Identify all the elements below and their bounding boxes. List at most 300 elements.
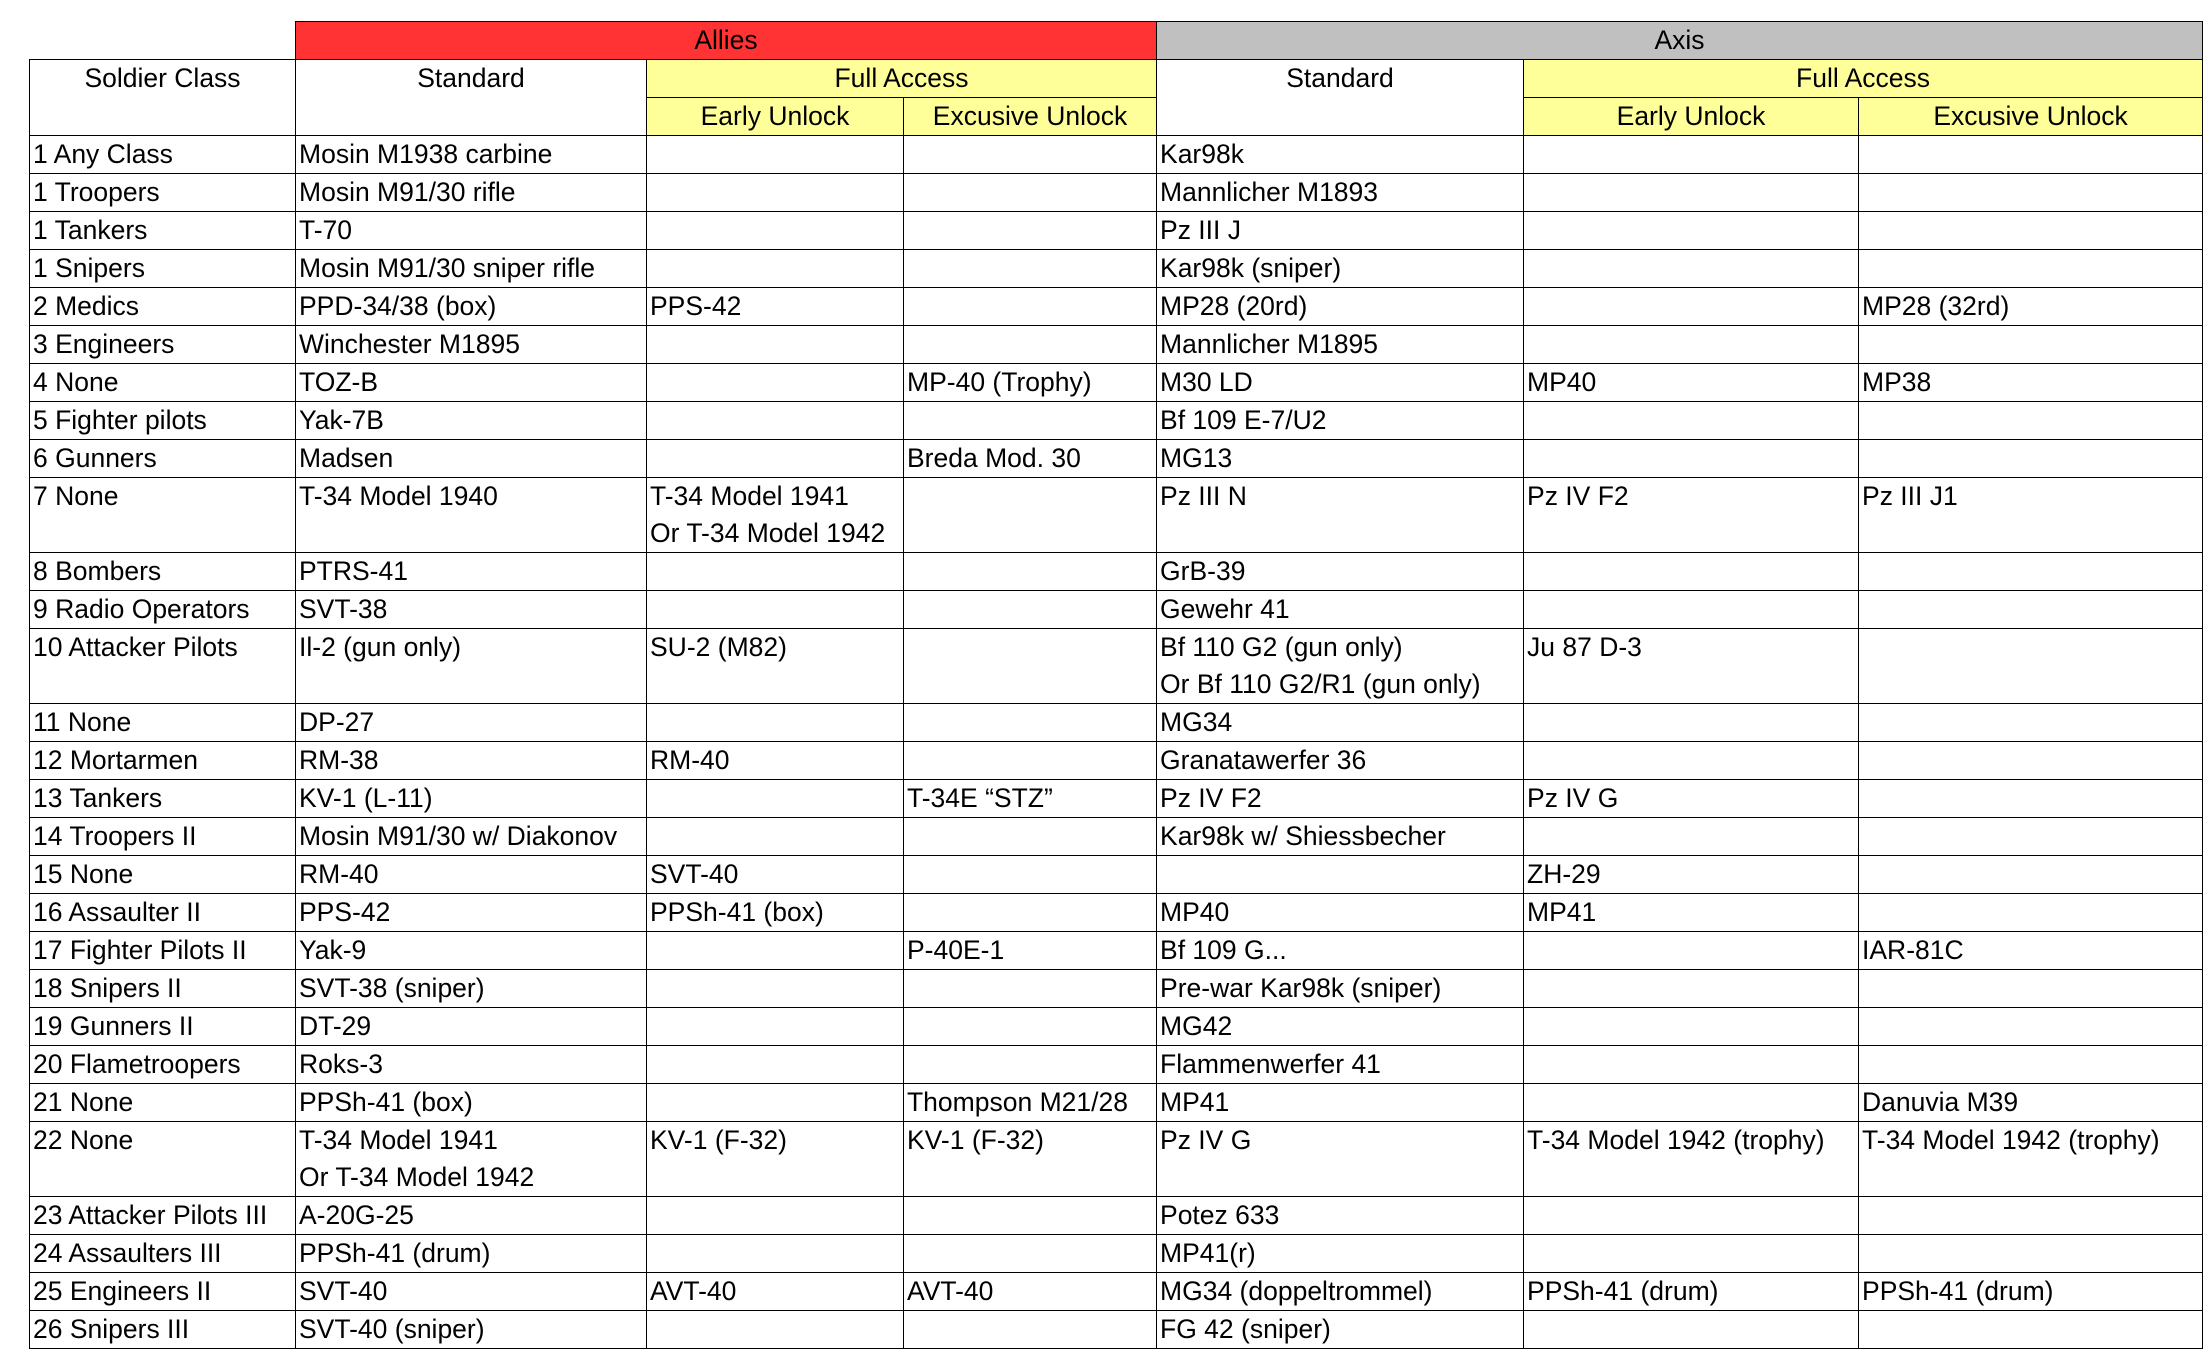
cell-text-line-2: Or T-34 Model 1942 bbox=[650, 518, 886, 548]
cell-text: MP41 bbox=[1160, 1087, 1230, 1117]
table-row bbox=[30, 1273, 2203, 1311]
cell-text: SVT-38 bbox=[299, 594, 388, 624]
allies-early-unlock-cell bbox=[647, 136, 904, 174]
axis-exclusive-unlock-cell bbox=[1859, 932, 2203, 970]
cell-text: GrB-39 bbox=[1160, 556, 1246, 586]
allies-standard-cell bbox=[296, 288, 647, 326]
allies-exclusive-unlock-cell bbox=[904, 1046, 1157, 1084]
allies-early-unlock-cell bbox=[647, 704, 904, 742]
allies-exclusive-unlock-cell bbox=[904, 1008, 1157, 1046]
axis-early-unlock-cell bbox=[1524, 553, 1859, 591]
axis-early-unlock-cell bbox=[1524, 1046, 1859, 1084]
allies-standard-cell bbox=[296, 1122, 647, 1197]
cell-text-line-2: Or T-34 Model 1942 bbox=[299, 1162, 535, 1192]
axis-exclusive-unlock-cell bbox=[1859, 136, 2203, 174]
cell-text: T-34E “STZ” bbox=[907, 783, 1053, 813]
allies-early-unlock-cell bbox=[647, 742, 904, 780]
soldier-class-cell bbox=[30, 780, 296, 818]
cell-text: 14 Troopers II bbox=[33, 821, 197, 851]
axis-early-unlock-cell bbox=[1524, 1273, 1859, 1311]
cell-text: M30 LD bbox=[1160, 367, 1253, 397]
allies-exclusive-unlock-cell bbox=[904, 326, 1157, 364]
allies-exclusive-unlock-cell bbox=[904, 780, 1157, 818]
cell-text: Breda Mod. 30 bbox=[907, 443, 1081, 473]
axis-standard-cell bbox=[1157, 856, 1524, 894]
axis-exclusive-unlock-cell bbox=[1859, 478, 2203, 553]
axis-early-unlock-cell bbox=[1524, 704, 1859, 742]
cell-text: A-20G-25 bbox=[299, 1200, 414, 1230]
allies-standard-cell bbox=[296, 1084, 647, 1122]
allies-standard-cell bbox=[296, 894, 647, 932]
allies-exclusive-unlock-cell bbox=[904, 478, 1157, 553]
weapon-unlock-table bbox=[29, 21, 2203, 1349]
allies-exclusive-unlock-cell bbox=[904, 932, 1157, 970]
axis-early-unlock-cell bbox=[1524, 932, 1859, 970]
cell-text: Pz III J bbox=[1160, 215, 1242, 245]
allies-standard-cell bbox=[296, 364, 647, 402]
allies-exclusive-unlock-cell bbox=[904, 250, 1157, 288]
axis-exclusive-unlock-cell bbox=[1859, 1273, 2203, 1311]
cell-text: Kar98k bbox=[1160, 139, 1244, 169]
allies-standard-cell bbox=[296, 250, 647, 288]
cell-text: 15 None bbox=[33, 859, 134, 889]
allies-standard-cell bbox=[296, 1235, 647, 1273]
cell-text: 21 None bbox=[33, 1087, 134, 1117]
axis-exclusive-unlock-cell bbox=[1859, 818, 2203, 856]
cell-text: PTRS-41 bbox=[299, 556, 408, 586]
table-row bbox=[30, 780, 2203, 818]
allies-standard-cell bbox=[296, 1197, 647, 1235]
cell-text: RM-40 bbox=[650, 745, 730, 775]
soldier-class-cell bbox=[30, 1273, 296, 1311]
cell-text: Thompson M21/28 bbox=[907, 1087, 1128, 1117]
cell-text: Pre-war Kar98k (sniper) bbox=[1160, 973, 1442, 1003]
allies-standard-cell bbox=[296, 742, 647, 780]
soldier-class-cell bbox=[30, 1008, 296, 1046]
cell-text: PPSh-41 (box) bbox=[650, 897, 824, 927]
allies-exclusive-unlock-cell bbox=[904, 1122, 1157, 1197]
cell-text: 13 Tankers bbox=[33, 783, 163, 813]
table-row bbox=[30, 250, 2203, 288]
cell-text: SVT-40 bbox=[299, 1276, 388, 1306]
table-row bbox=[30, 1235, 2203, 1273]
axis-early-unlock-cell bbox=[1524, 326, 1859, 364]
cell-text: T-34 Model 1941 bbox=[299, 1125, 498, 1155]
axis-early-unlock-cell bbox=[1524, 1084, 1859, 1122]
cell-text: T-34 Model 1942 (trophy) bbox=[1862, 1125, 2160, 1155]
cell-text: SVT-40 bbox=[650, 859, 739, 889]
axis-standard-cell bbox=[1157, 288, 1524, 326]
axis-early-unlock-cell bbox=[1524, 212, 1859, 250]
cell-text: Mosin M91/30 rifle bbox=[299, 177, 516, 207]
cell-text: Winchester M1895 bbox=[299, 329, 520, 359]
cell-text: Madsen bbox=[299, 443, 394, 473]
allies-early-unlock-cell bbox=[647, 364, 904, 402]
blank-corner-cell bbox=[30, 22, 296, 60]
allies-early-unlock-cell bbox=[647, 1122, 904, 1197]
cell-text: 19 Gunners II bbox=[33, 1011, 194, 1041]
cell-text: FG 42 (sniper) bbox=[1160, 1314, 1331, 1344]
allies-exclusive-unlock-cell bbox=[904, 1273, 1157, 1311]
allies-early-unlock-cell bbox=[647, 1273, 904, 1311]
soldier-class-cell bbox=[30, 402, 296, 440]
axis-early-unlock-cell bbox=[1524, 174, 1859, 212]
allies-exclusive-unlock-cell bbox=[904, 1311, 1157, 1349]
axis-standard-cell bbox=[1157, 932, 1524, 970]
soldier-class-cell bbox=[30, 1197, 296, 1235]
cell-text: MP-40 (Trophy) bbox=[907, 367, 1092, 397]
allies-early-unlock-cell bbox=[647, 1235, 904, 1273]
allies-standard-cell bbox=[296, 174, 647, 212]
table-row bbox=[30, 818, 2203, 856]
axis-exclusive-unlock-cell bbox=[1859, 1311, 2203, 1349]
soldier-class-cell bbox=[30, 553, 296, 591]
allies-early-unlock-cell bbox=[647, 591, 904, 629]
cell-text: 22 None bbox=[33, 1125, 134, 1155]
cell-text: SU-2 (M82) bbox=[650, 632, 787, 662]
soldier-class-cell bbox=[30, 212, 296, 250]
allies-exclusive-unlock-cell bbox=[904, 402, 1157, 440]
axis-early-unlock-cell bbox=[1524, 818, 1859, 856]
axis-early-unlock-cell bbox=[1524, 402, 1859, 440]
axis-exclusive-unlock-cell bbox=[1859, 402, 2203, 440]
allies-exclusive-unlock-cell bbox=[904, 970, 1157, 1008]
allies-early-unlock-cell bbox=[647, 1197, 904, 1235]
table-row bbox=[30, 288, 2203, 326]
allies-early-unlock-cell bbox=[647, 856, 904, 894]
axis-exclusive-unlock-cell bbox=[1859, 174, 2203, 212]
table-row bbox=[30, 629, 2203, 704]
axis-exclusive-unlock-cell bbox=[1859, 856, 2203, 894]
soldier-class-cell bbox=[30, 629, 296, 704]
allies-exclusive-unlock-cell bbox=[904, 440, 1157, 478]
axis-exclusive-unlock-cell bbox=[1859, 1235, 2203, 1273]
axis-early-unlock-cell bbox=[1524, 970, 1859, 1008]
axis-standard-cell bbox=[1157, 326, 1524, 364]
axis-early-unlock-cell bbox=[1524, 1008, 1859, 1046]
allies-standard-cell bbox=[296, 932, 647, 970]
axis-early-unlock-cell bbox=[1524, 1311, 1859, 1349]
cell-text: P-40E-1 bbox=[907, 935, 1005, 965]
axis-standard-cell bbox=[1157, 1311, 1524, 1349]
cell-text: 11 None bbox=[33, 707, 132, 737]
allies-standard-cell bbox=[296, 629, 647, 704]
axis-standard-cell bbox=[1157, 136, 1524, 174]
table-row bbox=[30, 591, 2203, 629]
axis-early-unlock-cell bbox=[1524, 440, 1859, 478]
axis-standard-cell bbox=[1157, 1197, 1524, 1235]
axis-early-unlock-cell bbox=[1524, 591, 1859, 629]
cell-text: T-34 Model 1942 (trophy) bbox=[1527, 1125, 1825, 1155]
allies-exclusive-unlock-cell bbox=[904, 704, 1157, 742]
axis-exclusive-unlock-cell bbox=[1859, 894, 2203, 932]
table-row bbox=[30, 704, 2203, 742]
axis-exclusive-unlock-cell bbox=[1859, 288, 2203, 326]
allies-standard-cell bbox=[296, 1008, 647, 1046]
soldier-class-cell bbox=[30, 326, 296, 364]
allies-exclusive-unlock-cell bbox=[904, 364, 1157, 402]
cell-text: Bf 110 G2 (gun only) bbox=[1160, 632, 1403, 662]
axis-exclusive-unlock-cell bbox=[1859, 704, 2203, 742]
cell-text: 17 Fighter Pilots II bbox=[33, 935, 247, 965]
allies-standard-cell bbox=[296, 970, 647, 1008]
axis-full-access-header: Full Access bbox=[1524, 60, 2203, 98]
cell-text: Pz IV G bbox=[1527, 783, 1619, 813]
axis-standard-cell bbox=[1157, 742, 1524, 780]
table-row bbox=[30, 364, 2203, 402]
cell-text: MG34 (doppeltrommel) bbox=[1160, 1276, 1433, 1306]
cell-text: Flammenwerfer 41 bbox=[1160, 1049, 1381, 1079]
allies-early-unlock-header: Early Unlock bbox=[647, 98, 904, 136]
cell-text: DT-29 bbox=[299, 1011, 372, 1041]
cell-text: MP41 bbox=[1527, 897, 1597, 927]
allies-early-unlock-cell bbox=[647, 440, 904, 478]
allies-early-unlock-cell bbox=[647, 1008, 904, 1046]
axis-standard-cell bbox=[1157, 1122, 1524, 1197]
cell-text: Mosin M1938 carbine bbox=[299, 139, 553, 169]
soldier-class-cell bbox=[30, 894, 296, 932]
cell-text: PPSh-41 (box) bbox=[299, 1087, 473, 1117]
soldier-class-cell bbox=[30, 364, 296, 402]
cell-text: 5 Fighter pilots bbox=[33, 405, 207, 435]
axis-exclusive-unlock-cell bbox=[1859, 780, 2203, 818]
allies-standard-cell bbox=[296, 704, 647, 742]
soldier-class-cell bbox=[30, 250, 296, 288]
table-row bbox=[30, 1311, 2203, 1349]
soldier-class-cell bbox=[30, 591, 296, 629]
cell-text: Mosin M91/30 sniper rifle bbox=[299, 253, 596, 283]
axis-standard-cell bbox=[1157, 780, 1524, 818]
table-row bbox=[30, 402, 2203, 440]
soldier-class-cell bbox=[30, 1122, 296, 1197]
allies-early-unlock-cell bbox=[647, 970, 904, 1008]
cell-text: ZH-29 bbox=[1527, 859, 1601, 889]
cell-text: PPSh-41 (drum) bbox=[299, 1238, 491, 1268]
allies-standard-cell bbox=[296, 326, 647, 364]
table-row bbox=[30, 742, 2203, 780]
axis-exclusive-unlock-cell bbox=[1859, 364, 2203, 402]
allies-standard-cell bbox=[296, 553, 647, 591]
allies-early-unlock-cell bbox=[647, 478, 904, 553]
allies-standard-cell bbox=[296, 440, 647, 478]
cell-text: Il-2 (gun only) bbox=[299, 632, 462, 662]
cell-text: 24 Assaulters III bbox=[33, 1238, 222, 1268]
table-row bbox=[30, 1197, 2203, 1235]
table-row bbox=[30, 326, 2203, 364]
axis-standard-cell bbox=[1157, 553, 1524, 591]
cell-text: Kar98k w/ Shiessbecher bbox=[1160, 821, 1446, 851]
cell-text: Pz IV F2 bbox=[1160, 783, 1262, 813]
cell-text: TOZ-B bbox=[299, 367, 379, 397]
cell-text: 23 Attacker Pilots III bbox=[33, 1200, 268, 1230]
cell-text: SVT-38 (sniper) bbox=[299, 973, 485, 1003]
cell-text: PPSh-41 (drum) bbox=[1527, 1276, 1719, 1306]
allies-early-unlock-cell bbox=[647, 894, 904, 932]
cell-text: T-34 Model 1940 bbox=[299, 481, 498, 511]
allies-exclusive-unlock-cell bbox=[904, 553, 1157, 591]
axis-early-unlock-header: Early Unlock bbox=[1524, 98, 1859, 136]
allies-standard-cell bbox=[296, 478, 647, 553]
axis-standard-cell bbox=[1157, 704, 1524, 742]
axis-standard-cell bbox=[1157, 1273, 1524, 1311]
table-row bbox=[30, 932, 2203, 970]
cell-text: 1 Any Class bbox=[33, 139, 173, 169]
cell-text: 7 None bbox=[33, 481, 119, 511]
soldier-class-cell bbox=[30, 932, 296, 970]
axis-exclusive-unlock-cell bbox=[1859, 553, 2203, 591]
axis-early-unlock-cell bbox=[1524, 288, 1859, 326]
axis-exclusive-unlock-cell bbox=[1859, 1084, 2203, 1122]
axis-exclusive-unlock-cell bbox=[1859, 970, 2203, 1008]
allies-exclusive-unlock-header: Excusive Unlock bbox=[904, 98, 1157, 136]
axis-exclusive-unlock-cell bbox=[1859, 629, 2203, 704]
axis-header: Axis bbox=[1157, 22, 2203, 60]
soldier-class-cell bbox=[30, 478, 296, 553]
cell-text: 1 Troopers bbox=[33, 177, 160, 207]
cell-text: 26 Snipers III bbox=[33, 1314, 190, 1344]
soldier-class-cell bbox=[30, 1311, 296, 1349]
allies-early-unlock-cell bbox=[647, 174, 904, 212]
table-row bbox=[30, 1008, 2203, 1046]
axis-exclusive-unlock-cell bbox=[1859, 326, 2203, 364]
cell-text: Pz IV F2 bbox=[1527, 481, 1629, 511]
allies-standard-cell bbox=[296, 402, 647, 440]
allies-exclusive-unlock-cell bbox=[904, 212, 1157, 250]
axis-standard-cell bbox=[1157, 402, 1524, 440]
axis-exclusive-unlock-cell bbox=[1859, 1122, 2203, 1197]
axis-standard-cell bbox=[1157, 364, 1524, 402]
allies-early-unlock-cell bbox=[647, 932, 904, 970]
allies-standard-cell bbox=[296, 856, 647, 894]
cell-text: AVT-40 bbox=[650, 1276, 737, 1306]
soldier-class-cell bbox=[30, 1046, 296, 1084]
allies-exclusive-unlock-cell bbox=[904, 174, 1157, 212]
allies-exclusive-unlock-cell bbox=[904, 894, 1157, 932]
cell-text: 1 Tankers bbox=[33, 215, 148, 245]
cell-text: 1 Snipers bbox=[33, 253, 145, 283]
allies-early-unlock-cell bbox=[647, 288, 904, 326]
table-row bbox=[30, 1084, 2203, 1122]
allies-standard-cell bbox=[296, 780, 647, 818]
axis-early-unlock-cell bbox=[1524, 1235, 1859, 1273]
cell-text: PPS-42 bbox=[299, 897, 391, 927]
allies-early-unlock-cell bbox=[647, 1084, 904, 1122]
axis-standard-cell bbox=[1157, 1084, 1524, 1122]
cell-text: 8 Bombers bbox=[33, 556, 162, 586]
axis-standard-cell bbox=[1157, 1235, 1524, 1273]
cell-text: T-70 bbox=[299, 215, 353, 245]
axis-standard-cell bbox=[1157, 629, 1524, 704]
axis-exclusive-unlock-header: Excusive Unlock bbox=[1859, 98, 2203, 136]
allies-standard-cell bbox=[296, 136, 647, 174]
cell-text: Potez 633 bbox=[1160, 1200, 1280, 1230]
soldier-class-cell bbox=[30, 818, 296, 856]
table-row bbox=[30, 478, 2203, 553]
cell-text: MG13 bbox=[1160, 443, 1233, 473]
allies-early-unlock-cell bbox=[647, 553, 904, 591]
cell-text: Granatawerfer 36 bbox=[1160, 745, 1367, 775]
soldier-class-cell bbox=[30, 288, 296, 326]
cell-text: Yak-9 bbox=[299, 935, 367, 965]
cell-text: Mosin M91/30 w/ Diakonov bbox=[299, 821, 618, 851]
cell-text: 20 Flametroopers bbox=[33, 1049, 241, 1079]
axis-early-unlock-cell bbox=[1524, 364, 1859, 402]
allies-standard-cell bbox=[296, 1311, 647, 1349]
axis-standard-header: Standard bbox=[1157, 60, 1524, 136]
allies-standard-cell bbox=[296, 1046, 647, 1084]
allies-early-unlock-cell bbox=[647, 818, 904, 856]
table-row bbox=[30, 440, 2203, 478]
cell-text: PPS-42 bbox=[650, 291, 742, 321]
allies-standard-cell bbox=[296, 1273, 647, 1311]
allies-early-unlock-cell bbox=[647, 1311, 904, 1349]
soldier-class-cell bbox=[30, 174, 296, 212]
allies-exclusive-unlock-cell bbox=[904, 1235, 1157, 1273]
cell-text: Pz IV G bbox=[1160, 1125, 1252, 1155]
soldier-class-cell bbox=[30, 136, 296, 174]
cell-text: MP41(r) bbox=[1160, 1238, 1256, 1268]
allies-exclusive-unlock-cell bbox=[904, 1197, 1157, 1235]
cell-text: MP28 (32rd) bbox=[1862, 291, 2010, 321]
cell-text: MG42 bbox=[1160, 1011, 1233, 1041]
soldier-class-cell bbox=[30, 742, 296, 780]
soldier-class-cell bbox=[30, 856, 296, 894]
cell-text: Pz III N bbox=[1160, 481, 1247, 511]
axis-standard-cell bbox=[1157, 174, 1524, 212]
allies-standard-header: Standard bbox=[296, 60, 647, 136]
allies-standard-cell bbox=[296, 212, 647, 250]
allies-early-unlock-cell bbox=[647, 212, 904, 250]
table-row bbox=[30, 212, 2203, 250]
cell-text: KV-1 (F-32) bbox=[907, 1125, 1044, 1155]
cell-text: PPD-34/38 (box) bbox=[299, 291, 497, 321]
axis-exclusive-unlock-cell bbox=[1859, 212, 2203, 250]
cell-text: Roks-3 bbox=[299, 1049, 383, 1079]
allies-exclusive-unlock-cell bbox=[904, 629, 1157, 704]
allies-early-unlock-cell bbox=[647, 326, 904, 364]
cell-text: RM-40 bbox=[299, 859, 379, 889]
soldier-class-cell bbox=[30, 1235, 296, 1273]
cell-text: 4 None bbox=[33, 367, 119, 397]
allies-exclusive-unlock-cell bbox=[904, 818, 1157, 856]
table-row bbox=[30, 856, 2203, 894]
allies-exclusive-unlock-cell bbox=[904, 1084, 1157, 1122]
axis-standard-cell bbox=[1157, 970, 1524, 1008]
cell-text: MP28 (20rd) bbox=[1160, 291, 1308, 321]
allies-early-unlock-cell bbox=[647, 629, 904, 704]
axis-standard-cell bbox=[1157, 250, 1524, 288]
allies-standard-cell bbox=[296, 591, 647, 629]
cell-text: Danuvia M39 bbox=[1862, 1087, 2019, 1117]
cell-text: 18 Snipers II bbox=[33, 973, 182, 1003]
allies-exclusive-unlock-cell bbox=[904, 288, 1157, 326]
cell-text-line-2: Or Bf 110 G2/R1 (gun only) bbox=[1160, 669, 1481, 699]
axis-early-unlock-cell bbox=[1524, 629, 1859, 704]
cell-text: PPSh-41 (drum) bbox=[1862, 1276, 2054, 1306]
table-row bbox=[30, 553, 2203, 591]
cell-text: Bf 109 E-7/U2 bbox=[1160, 405, 1327, 435]
axis-exclusive-unlock-cell bbox=[1859, 250, 2203, 288]
axis-exclusive-unlock-cell bbox=[1859, 1197, 2203, 1235]
cell-text: Yak-7B bbox=[299, 405, 384, 435]
axis-early-unlock-cell bbox=[1524, 1197, 1859, 1235]
allies-standard-cell bbox=[296, 818, 647, 856]
allies-early-unlock-cell bbox=[647, 402, 904, 440]
cell-text: Bf 109 G... bbox=[1160, 935, 1287, 965]
soldier-class-cell bbox=[30, 970, 296, 1008]
allies-header: Allies bbox=[296, 22, 1157, 60]
cell-text: 6 Gunners bbox=[33, 443, 157, 473]
